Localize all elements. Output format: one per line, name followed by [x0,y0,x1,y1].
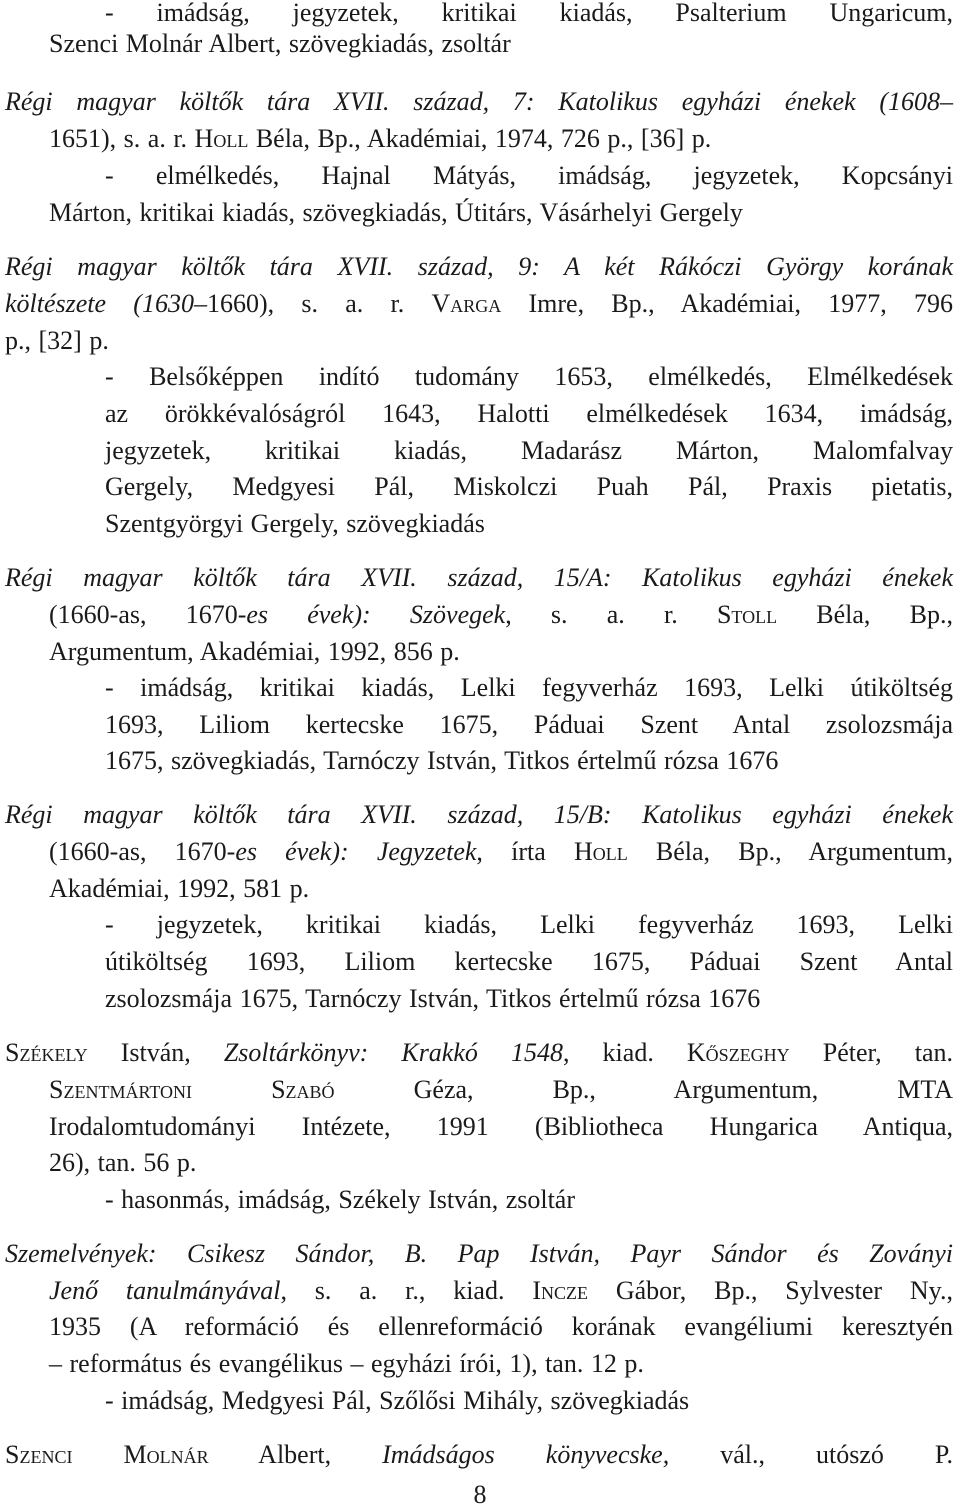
text-run: - imádság, kritikai kiadás, Lelki fegyverház 1693, Lelki útiköltség [105,673,953,702]
text-line [105,947,953,977]
text-run: Incze [532,1276,588,1305]
text-run: - hasonmás, imádság, Székely István, zsoltár [105,1185,575,1214]
text-run: Zsoltárkönyv: Krakkó 1548 [223,1038,563,1067]
text-run: es évek): Jegyzetek [235,837,477,866]
text-line [49,637,460,667]
text-run: Imádságos könyvecske, [382,1440,670,1469]
text-run: István, [87,1038,224,1067]
text-line [49,837,953,867]
text-line [105,910,953,940]
text-run: Péter, tan. [789,1038,953,1067]
text-run: – református és evangélikus – egyházi írói, 1), tan. 12 p. [49,1349,644,1378]
text-line [105,673,953,703]
text-line [49,600,953,630]
text-line [105,984,760,1014]
text-run: Stoll [716,600,778,629]
text-line [5,252,953,282]
text-line [49,874,309,904]
text-run: 1660), s. a. r. [206,289,432,318]
text-run: , kiad. [562,1038,687,1067]
text-run: 1651), s. a. r. [49,124,195,153]
text-run: jegyzetek, kritikai kiadás, Madarász Márton, Malomfalvay [105,436,953,465]
text-run: Régi magyar költők tára XVII. század, 15/A: Katolikus egyházi énekek [5,563,953,592]
text-line [5,289,953,319]
text-run: Irodalomtudományi Intézete, 1991 (Bibliotheca Hungarica Antiqua, [49,1112,953,1141]
text-line [105,472,953,502]
text-line [49,1075,953,1105]
text-run: es évek): Szövegek [246,600,506,629]
text-run: , írta [476,837,574,866]
text-run: - elmélkedés, Hajnal Mátyás, imádság, jegyzetek, Kopcsányi [105,161,953,190]
text-line [105,161,953,191]
text-run: Albert, [208,1440,383,1469]
text-run: 26), tan. 56 p. [49,1148,197,1177]
text-line [49,29,511,59]
text-run: Szentgyörgyi Gergely, szövegkiadás [105,509,485,538]
text-run: Holl [194,124,249,153]
text-run: Kőszeghy [686,1038,790,1067]
text-line [49,1349,644,1379]
text-run: útiköltség 1693, Liliom kertecske 1675, Páduai Szent Antal [105,947,953,976]
text-run: , s. a. r., kiad. [280,1276,533,1305]
text-run: p., [32] p. [5,326,109,355]
text-line [5,800,953,830]
text-line [105,710,953,740]
text-line [49,1312,953,1342]
text-run: Géza, Bp., Argumentum, MTA [334,1075,953,1104]
text-run: Imre, Bp., Akadémiai, 1977, 796 [501,289,953,318]
text-run: Székely [5,1038,88,1067]
text-line [5,1440,953,1470]
text-run: Béla, Bp., [777,600,953,629]
text-line [105,362,953,392]
text-line [5,563,953,593]
text-run: 1675, szövegkiadás, Tarnóczy István, Titkos értelmű rózsa 1676 [105,746,779,775]
text-line [49,198,743,228]
text-line [105,1386,689,1416]
text-run: Argumentum, Akadémiai, 1992, 856 p. [49,637,460,666]
text-run: Régi magyar költők tára XVII. század, 15/B: Katolikus egyházi énekek [5,800,953,829]
text-line [49,1148,196,1178]
page-number: 8 [473,1480,487,1509]
text-run: Varga [431,289,502,318]
text-line [5,1239,953,1269]
text-run: költészete (1630– [5,289,207,318]
text-run: Gergely, Medgyesi Pál, Miskolczi Puah Pál, Praxis pietatis, [105,472,953,501]
text-line [5,87,953,117]
text-run: 1935 (A reformáció és ellenreformáció korának evangéliumi keresztyén [49,1312,953,1341]
text-run: (1660-as, 1670- [49,600,247,629]
text-line [49,1276,953,1306]
text-run: Holl [573,837,628,866]
text-run: 1693, Liliom kertecske 1675, Páduai Szent Antal zsolozsmája [105,710,953,739]
text-line [5,1038,953,1068]
text-run: Márton, kritikai kiadás, szövegkiadás, Útitárs, Vásárhelyi Gergely [49,198,743,227]
text-run: vál., utószó P. [669,1440,953,1469]
text-run: az örökkévalóságról 1643, Halotti elmélkedések 1634, imádság, [105,399,953,428]
text-run: Béla, Bp., Argumentum, [627,837,954,866]
text-line [49,124,711,154]
text-line [105,436,953,466]
text-line [5,326,109,356]
text-run: - imádság, Medgyesi Pál, Szőlősi Mihály, szövegkiadás [105,1386,690,1415]
text-run: - imádság, jegyzetek, kritikai kiadás, Psalterium Ungaricum, [105,0,953,27]
text-line [105,0,953,28]
text-run: Akadémiai, 1992, 581 p. [49,874,310,903]
text-run: Gábor, Bp., Sylvester Ny., [587,1276,953,1305]
text-line [105,509,485,539]
text-run: Régi magyar költők tára XVII. század, 9: A két Rákóczi György korának [5,252,953,281]
text-line [105,1185,575,1215]
text-run: Jenő tanulmányával [49,1276,281,1305]
text-run: Szenci Molnár Albert, szövegkiadás, zsoltár [49,29,511,58]
text-run: - Belsőképpen indító tudomány 1653, elmélkedés, Elmélkedések [105,362,953,391]
text-run: Szemelvények: Csikesz Sándor, B. Pap István, Payr Sándor és Zoványi [5,1239,953,1268]
text-line [105,746,778,776]
text-run: Szentmártoni Szabó [49,1075,335,1104]
text-run: Régi magyar költők tára XVII. század, 7: Katolikus egyházi énekek (1608– [5,87,953,116]
text-run: Szenci Molnár [5,1440,209,1469]
text-run: , s. a. r. [505,600,717,629]
text-run: - jegyzetek, kritikai kiadás, Lelki fegyverház 1693, Lelki [105,910,953,939]
text-line [105,399,953,429]
text-run: zsolozsmája 1675, Tarnóczy István, Titkos értelmű rózsa 1676 [105,984,761,1013]
text-line [49,1112,953,1142]
text-run: (1660-as, 1670- [49,837,236,866]
text-run: Béla, Bp., Akadémiai, 1974, 726 p., [36] p. [248,124,712,153]
